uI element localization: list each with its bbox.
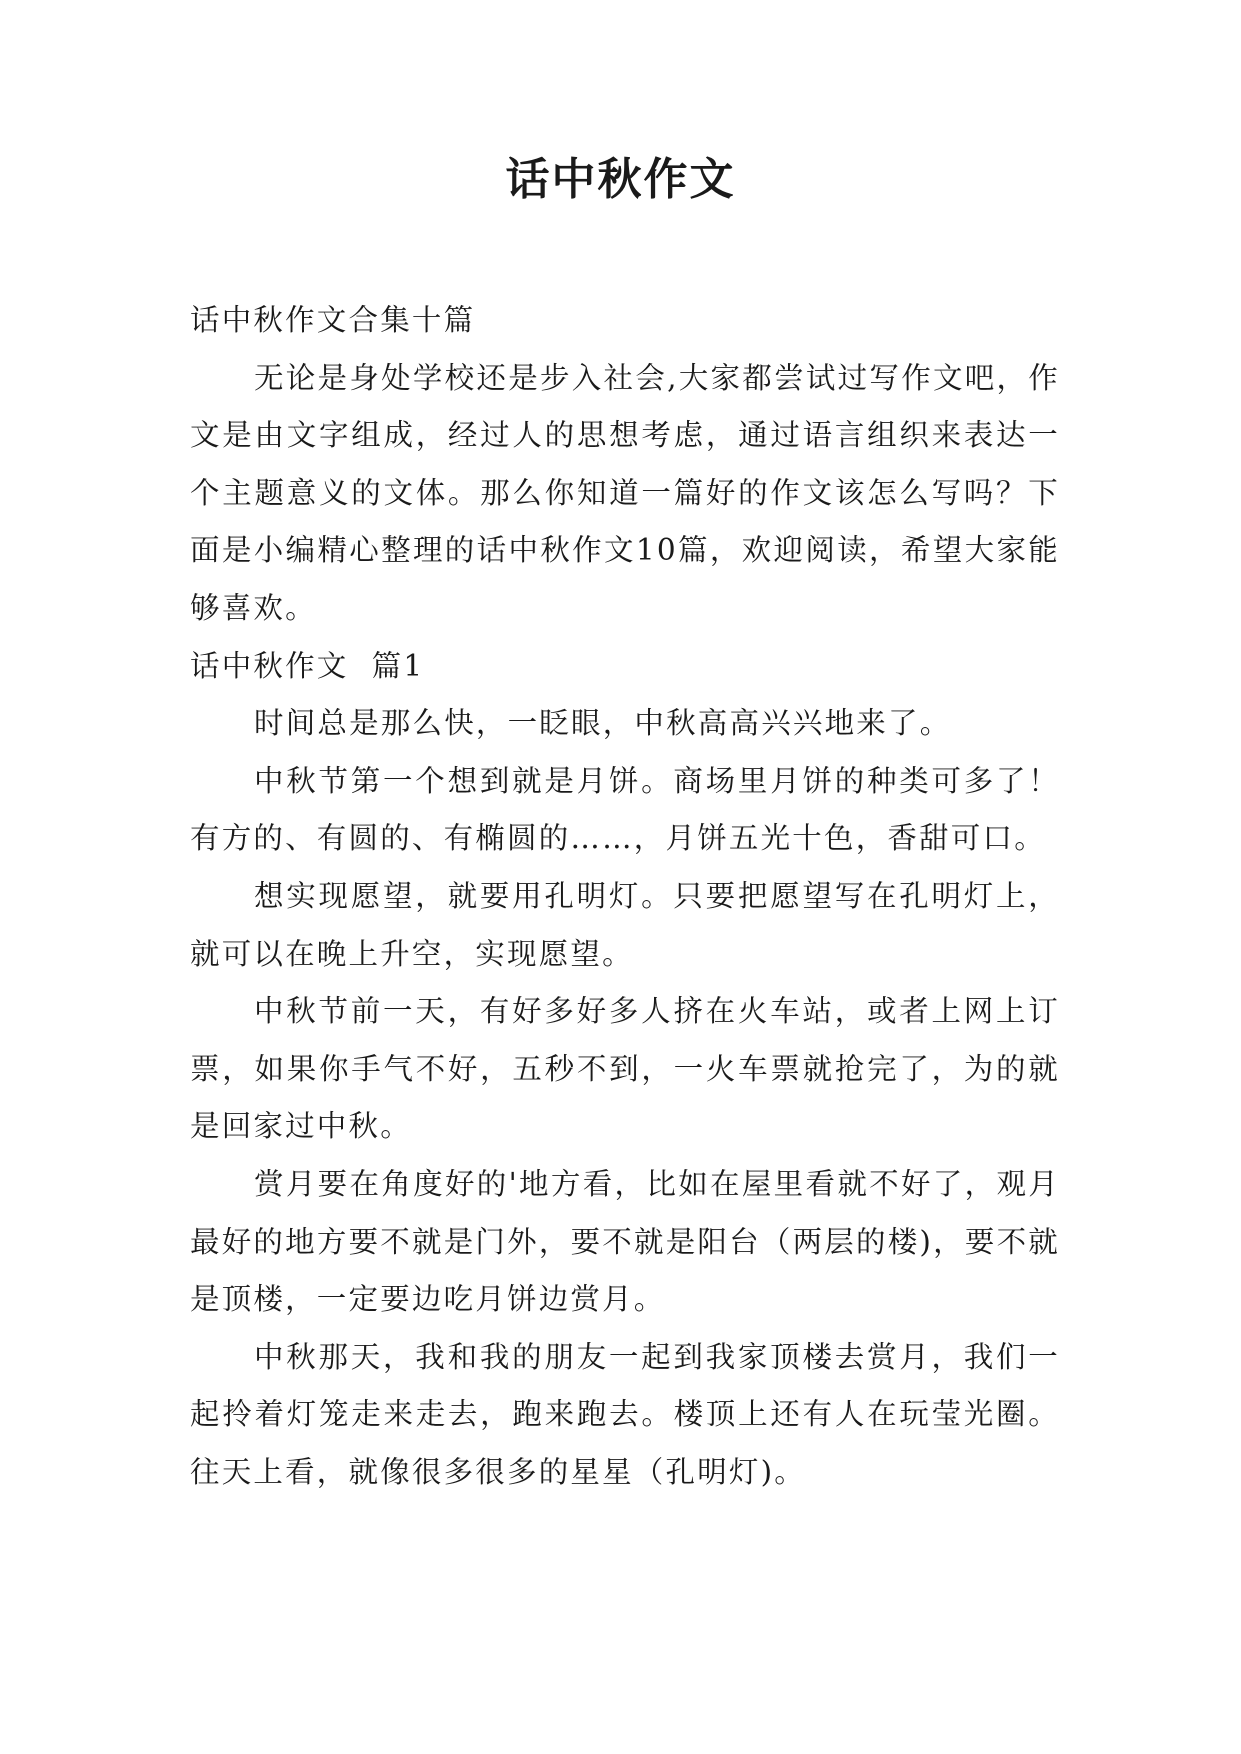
essay-paragraph: 时间总是那么快，一眨眼，中秋高高兴兴地来了。 [254, 706, 952, 741]
essay-paragraph: 中秋节第一个想到就是月饼。商场里月饼的种类可多了！有方的、有圆的、有椭圆的……，月饼五光十色，香甜可口。 [190, 763, 1060, 856]
essay-paragraph: 想实现愿望，就要用孔明灯。只要把愿望写在孔明灯上，就可以在晚上升空，实现愿望。 [190, 878, 1060, 971]
document-body [190, 292, 1060, 1501]
essay-paragraph: 中秋节前一天，有好多好多人挤在火车站，或者上网上订票，如果你手气不好，五秒不到，一火车票就抢完了，为的就是回家过中秋。 [190, 994, 1060, 1144]
essay-heading: 话中秋作文 篇1 [190, 648, 425, 683]
essay-paragraph: 赏月要在角度好的'地方看，比如在屋里看就不好了，观月最好的地方要不就是门外，要不就是阳台（两层的楼)，要不就是顶楼，一定要边吃月饼边赏月。 [190, 1166, 1060, 1317]
document-title: 话中秋作文 [505, 154, 736, 205]
essay-paragraph: 中秋那天，我和我的朋友一起到我家顶楼去赏月，我们一起拎着灯笼走来走去，跑来跑去。楼顶上还有人在玩莹光圈。往天上看，就像很多很多的星星（孔明灯)。 [190, 1339, 1060, 1489]
collection-subtitle: 话中秋作文合集十篇 [190, 303, 476, 337]
intro-paragraph: 无论是身处学校还是步入社会,大家都尝试过写作文吧，作文是由文字组成，经过人的思想考虑，通过语言组织来表达一个主题意义的文体。那么你知道一篇好的作文该怎么写吗？下面是小编精心整理的话中秋作文10篇，欢迎阅读，希望大家能够喜欢。 [190, 360, 1060, 625]
